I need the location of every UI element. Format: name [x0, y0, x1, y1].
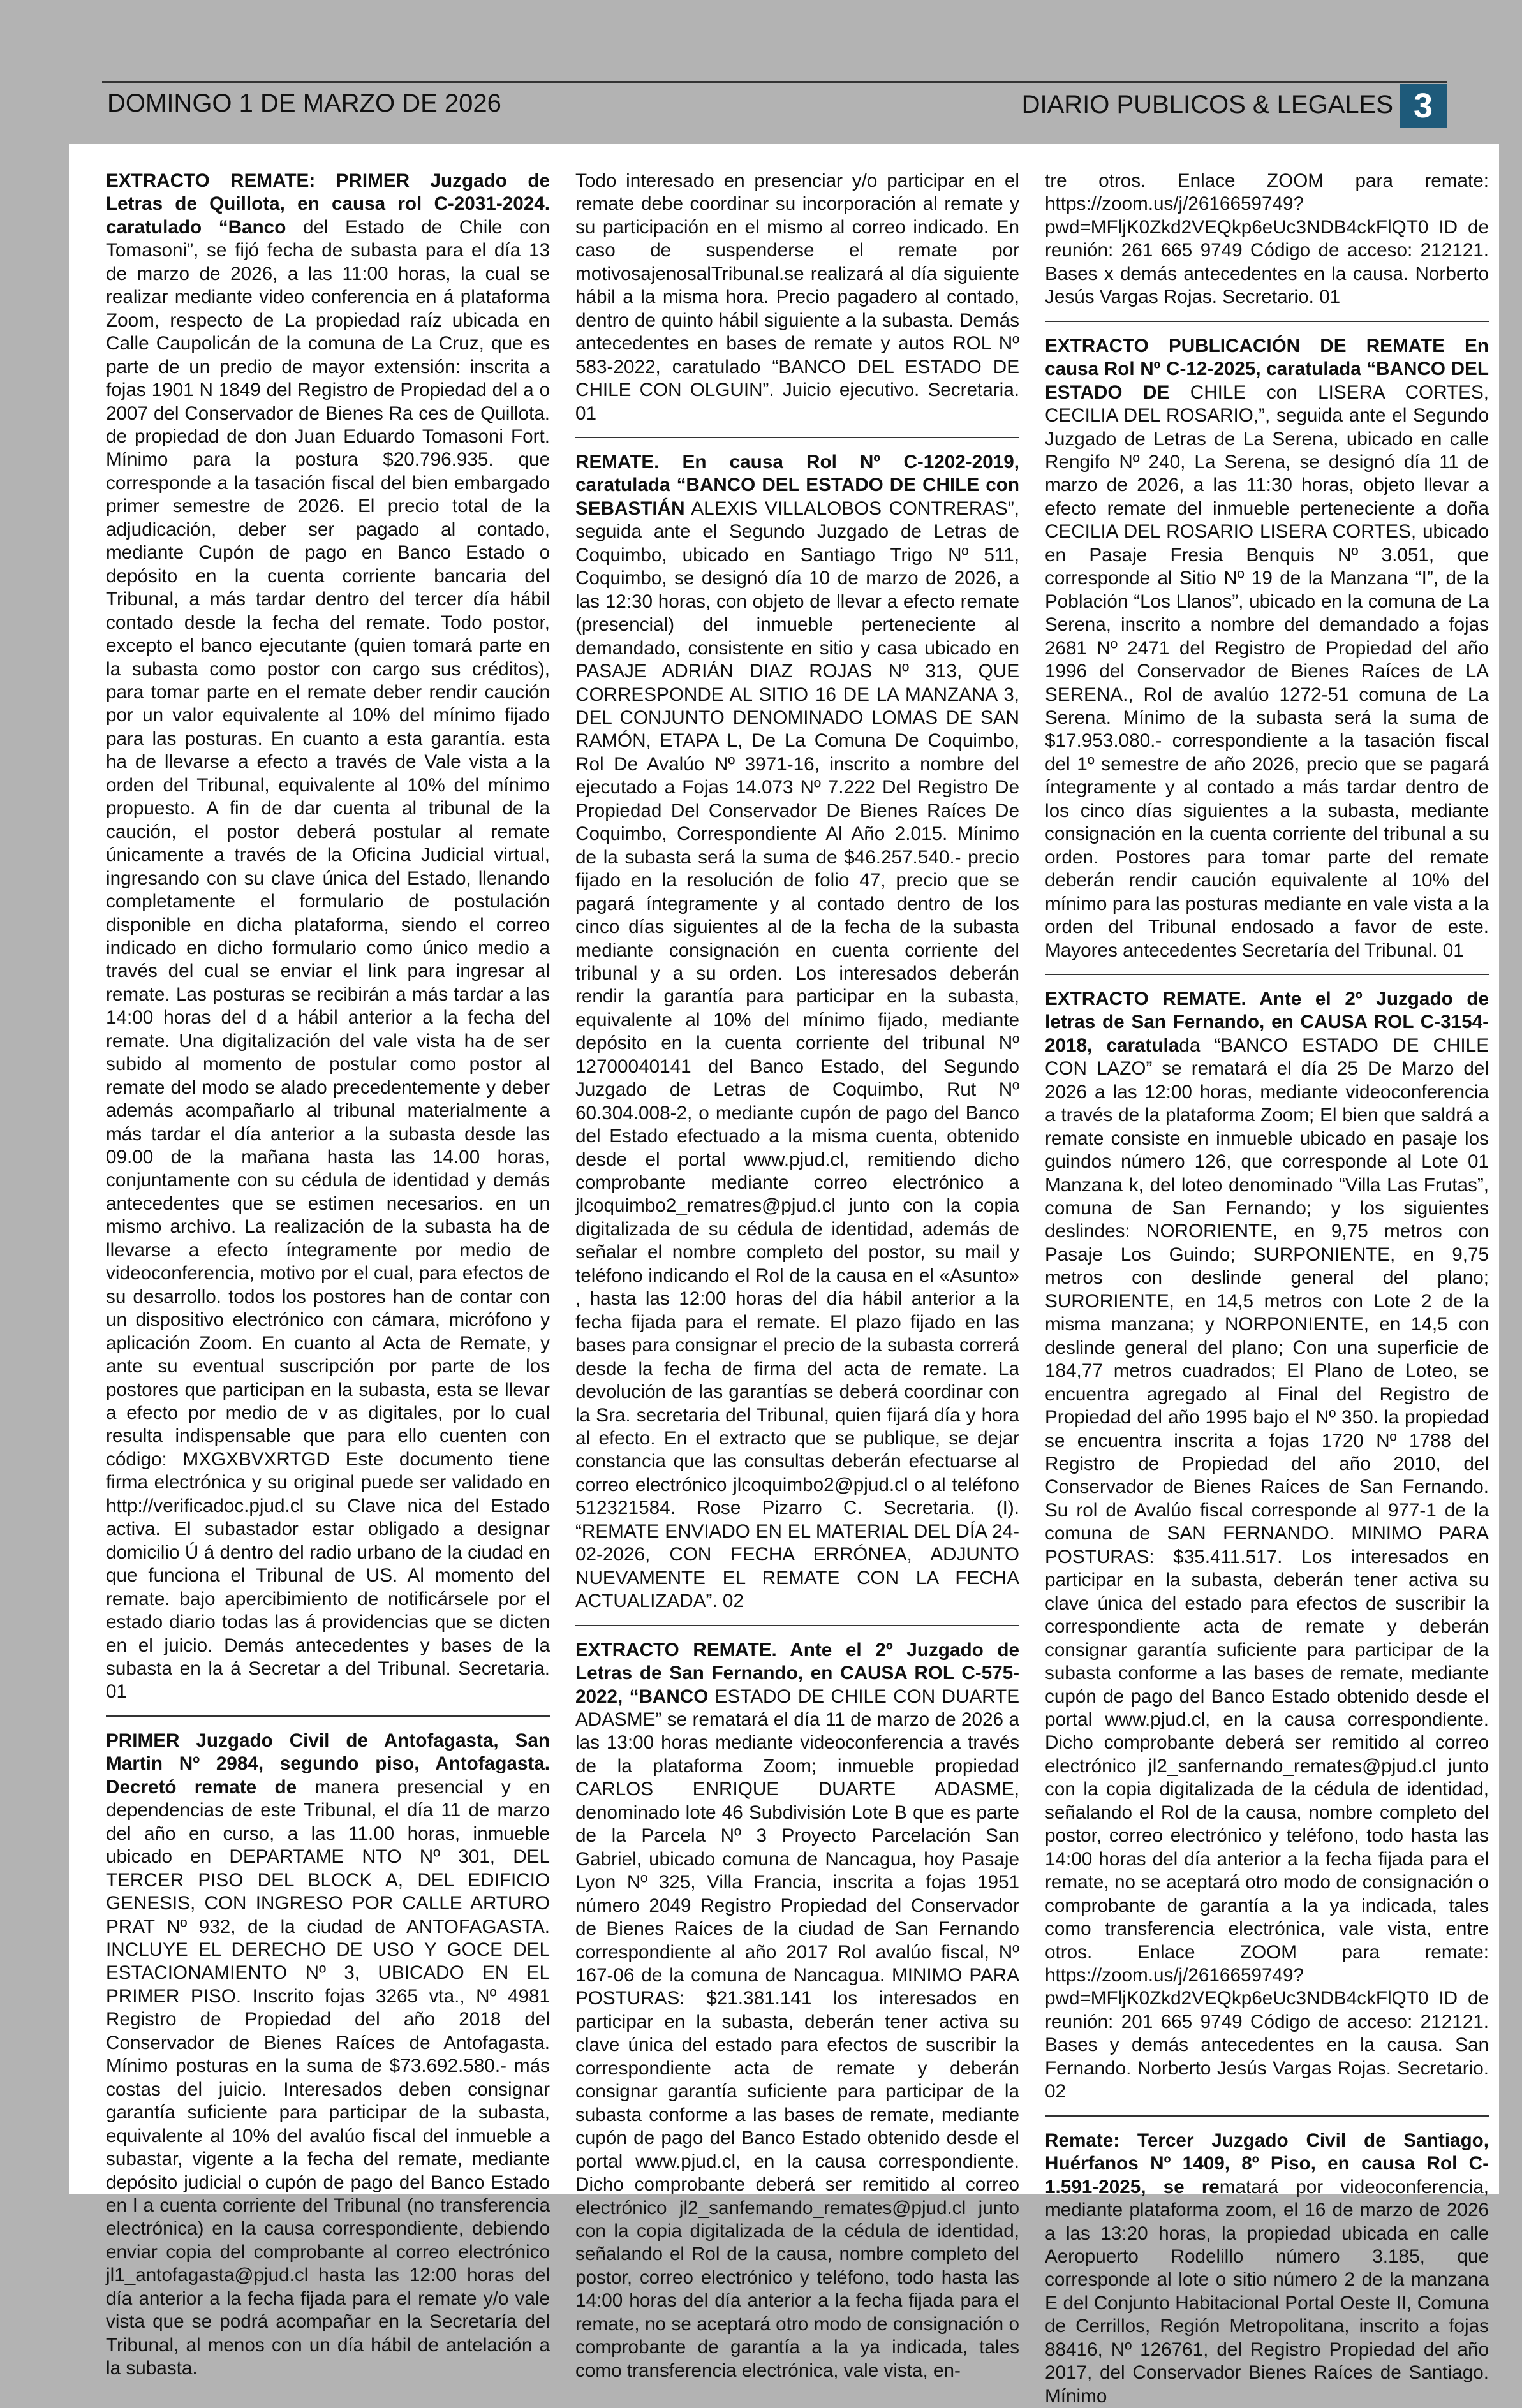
notice-body: manera presencial y en dependencias de este Tribunal, el día 11 de marzo del año en curso, a las 11.00 horas, inmueble ubicado en DEPARTAME NTO Nº 301, DEL TERCER PISO DEL BLOCK A, DEL EDIFICIO GENESIS, CON INGRESO POR CALLE ARTURO PRAT Nº 932, de la ciudad de ANTOFAGASTA. INCLUYE EL DERECHO DE USO Y GOCE DEL ESTACIONAMIENTO Nº 3, UBICADO EN EL PRIMER PISO. Inscrito fojas 3265 vta., Nº 4981 Registro de Propiedad del año 2018 del Conservador de Bienes Raíces de Antofagasta. Mínimo posturas en la suma de $73.692.580.- más costas del juicio. Interesados deben consignar garantía suficiente para participar de la subasta, equivalente al 10% del avalúo fiscal del inmueble a subastar, vigente a la fecha del remate, mediante depósito judicial o cupón de pago del Banco Estado en l a cuenta corriente del Tribunal (no transferencia electrónica) en la causa correspondiente, debiendo enviar copia del comprobante al correo electrónico jl1_antofagasta@pjud.cl hasta las 12:00 horas del día anterior a la fecha fijada para el remate y/o vale vista que se podrá acompañar en la Secretaría del Tribunal, al menos con un día hábil de antelación a la subasta. [106, 1776, 550, 2379]
notice-body: matará por videoconferencia, mediante plataforma zoom, el 16 de marzo de 2026 a las 13:20 horas, la propiedad ubicada en calle Aeropuerto Rodelillo número 3.185, que corresponde al lote o sitio número 2 de la manzana E del Conjunto Habitacional Portal Oeste II, Comuna de Cerrillos, Región Metropolitana, inscrito a fojas 88416, Nº 126761, del Registro Propiedad del año 2017, del Conservador Bienes Raíces de Santiago. Mínimo [1045, 2176, 1489, 2407]
notice-divider [575, 437, 1019, 438]
notice-body: CHILE con LISERA CORTES, CECILIA DEL ROSARIO,”, seguida ante el Segundo Juzgado de Letras de La Serena, ubicado en calle Rengifo Nº 240, La Serena, se designó día 11 de marzo de 2026, a las 11:30 horas, objeto llevar a efecto remate del inmueble perteneciente a doña CECILIA DEL ROSARIO LISERA CORTES, ubicado en Pasaje Fresia Benquis Nº 3.051, que corresponde al Sitio Nº 19 de la Manzana “I”, de la Población “Los Llanos”, ubicado en la comuna de La Serena, inscrito a nombre del demandado a fojas 2681 Nº 2471 del Registro de Propiedad del año 1996 del Conservador de Bienes Raíces de LA SERENA., Rol de avalúo 1272-51 comuna de La Serena. Mínimo de la subasta será la suma de $17.953.080.- correspondiente a la tasación fiscal del 1º semestre de año 2026, precio que se pagará íntegramente y al contado a más tardar dentro de los cinco días siguientes a la subasta, mediante consignación en la cuenta corriente del tribunal a su orden. Postores para tomar parte del remate deberán rendir caución equivalente al 10% del mínimo para las posturas mediante en vale vista a la orden del Tribunal endosado a favor de este. Mayores antecedentes Secretaría del Tribunal. 01 [1045, 381, 1489, 961]
column-3 [1045, 170, 1489, 2408]
notice-divider [1045, 974, 1489, 975]
notice-santiago [1045, 2129, 1489, 2408]
notice-body: ALEXIS VILLALOBOS CONTRERAS”, seguida ante el Segundo Juzgado de Letras de Coquimbo, ubicado en Santiago Trigo Nº 511, Coquimbo, se designó día 10 de marzo de 2026, a las 12:30 horas, con objeto de llevar a efecto remate (presencial) del inmueble perteneciente al demandado, consistente en sitio y casa ubicado en PASAJE ADRIÁN DIAZ ROJAS Nº 313, QUE CORRESPONDE AL SITIO 16 DE LA MANZANA 3, DEL CONJUNTO DENOMINADO LOMAS DE SAN RAMÓN, ETAPA L, De La Comuna De Coquimbo, Rol De Avalúo Nº 3971-16, inscrito a nombre del ejecutado a Fojas 14.073 Nº 7.222 Del Registro De Propiedad Del Conservador De Bienes Raíces De Coquimbo, Correspondiente Al Año 2.015. Mínimo de la subasta será la suma de $46.257.540.- precio fijado en la resolución de folio 47, precio que se pagará íntegramente y al contado dentro de los cinco días siguientes al de la fecha de la subasta mediante consignación en cuenta corriente del tribunal y a su orden. Los interesados deberán rendir la garantía para participar en la subasta, equivalente al 10% del mínimo fijado, mediante depósito en la cuenta corriente del tribunal Nº 12700040141 del Banco Estado, del Segundo Juzgado de Letras de Coquimbo, Rut Nº 60.304.008-2, o mediante cupón de pago del Banco del Estado efectuado a la misma cuenta, obtenido desde el portal www.pjud.cl, remitiendo dicho comprobante mediante correo electrónico a jlcoquimbo2_rematres@pjud.cl junto con la copia digitalizada de su cédula de identidad, además de señalar el nombre completo del postor, su mail y teléfono indicando el Rol de la causa en el «Asunto» , hasta las 12:00 horas del día hábil anterior a la fecha fijada para el remate. El plazo fijado en las bases para consignar el precio de la subasta correrá desde la fecha de firma del acta de remate. La devolución de las garantías se deberá coordinar con la Sra. secretaria del Tribunal, quien fijará día y hora al efecto. En el extracto que se publique, se dejar constancia que las consultas deberán efectuarse al correo electrónico jlcoquimbo2@pjud.cl o al teléfono 512321584. Rose Pizarro C. Secretaria. (I). “REMATE ENVIADO EN EL MATERIAL DEL DÍA 24-02-2026, CON FECHA ERRÓNEA, ADJUNTO NUEVAMENTE EL REMATE CON LA FECHA ACTUALIZADA”. 02 [575, 497, 1019, 1612]
column-1 [106, 170, 550, 2381]
notice-quillota [106, 170, 550, 1704]
notice-body: del Estado de Chile con Tomasoni”, se fijó fecha de subasta para el día 13 de marzo de 2026, a las 11:00 horas, la cual se realizar mediante video conferencia en á plataforma Zoom, respecto de La propiedad raíz ubicada en Calle Caupolicán de la comuna de La Cruz, que es parte de un predio de mayor extensión: inscrita a fojas 1901 N 1849 del Registro de Propiedad del a o 2007 del Conservador de Bienes Ra ces de Quillota. de propiedad de don Juan Eduardo Tomasoni Fort. Mínimo para la postura $20.796.935. que corresponde a la tasación fiscal del bien embargado primer semestre de 2026. El precio total de la adjudicación, deber ser pagado al contado, mediante Cupón de pago en Banco Estado o depósito en la cuenta corriente bancaria del Tribunal, a más tardar dentro del tercer día hábil contado desde la fecha del remate. Todo postor, excepto el banco ejecutante (quien tomará parte en la subasta como postor con cargo sus créditos), para tomar parte en el remate deber rendir caución por un valor equivalente al 10% del mínimo fijado para las posturas. En cuanto a esta garantía. esta ha de llevarse a efecto a través de Vale vista a la orden del Tribunal, equivalente al 10% del mínimo propuesto. A fin de dar cuenta al tribunal de la caución, el postor deberá postular al remate únicamente a través de la Oficina Judicial virtual, ingresando con su clave única del Estado, llenando completamente el formulario de postulación disponible en dicha plataforma, siendo el correo indicado en dicho formulario como único medio a través del cual se enviar el link para ingresar al remate. Las posturas se recibirán a más tardar a las 14:00 horas del d a hábil anterior a la fecha del remate. Una digitalización del vale vista ha de ser subido al momento de postular como postor al remate del modo se alado precedentemente y deber además acompañarlo al tribunal materialmente a más tardar el día anterior a la subasta desde las 09.00 de la mañana hasta las 14.00 horas, conjuntamente con su cédula de identidad y demás antecedentes que se estimen necesarios. en un mismo archivo. La realización de la subasta ha de llevarse a efecto íntegramente por medio de videoconferencia, motivo por el cual, para efectos de su desarrollo. todos los postores han de contar con un dispositivo electrónico con cámara, micrófono y aplicación Zoom. En cuanto al Acta de Remate, y ante su eventual suscripción por parte de los postores que participan en la subasta, esta se llevar a efecto por medio de v as digitales, por lo cual resulta indispensable que para ello cuenten con código: MXGXBVXRTGD Este documento tiene firma electrónica y su original puede ser validado en http://verificadoc.pjud.cl su Clave nica del Estado activa. El subastador estar obligado a designar domicilio Ú á dentro del radio urbano de la ciudad en que funciona el Tribunal de US. Al momento del remate. bajo apercibimiento de notificársele por el estado diario todas las á providencias que se dicten en el juicio. Demás antecedentes y bases de la subasta en la á Secretar a del Tribunal. Secretaria. 01 [106, 216, 550, 1703]
section-title: DIARIO PUBLICOS & LEGALES [1021, 91, 1393, 119]
issue-date: DOMINGO 1 DE MARZO DE 2026 [107, 89, 501, 117]
notice-body: da “BANCO ESTADO DE CHILE CON LAZO” se rematará el día 25 De Marzo del 2026 a las 12:00 horas, mediante videoconferencia a través de la plataforma Zoom; El bien que saldrá a remate consiste en inmueble ubicado en pasaje los guindos número 126, que corresponde al Lote 01 Manzana k, del loteo denominado “Villa Las Frutas”, comuna de San Fernando; y los siguientes deslindes: NORORIENTE, en 9,75 metros con Pasaje Los Guindo; SURPONIENTE, en 9,75 metros con deslinde general del plano; SURORIENTE, en 14,5 metros con Lote 2 de la misma manzana; y NORPONIENTE, en 14,5 con deslinde general del plano; Con una superficie de 184,77 metros cuadrados; El Plano de Loteo, se encuentra agregado al Final del Registro de Propiedad del año 1995 bajo el Nº 350. la propiedad se encuentra inscrita a fojas 1720 Nº 1788 del Registro de Propiedad del año 2010, del Conservador de Bienes Raíces de San Fernando. Su rol de Avalúo fiscal corresponde al 977-1 de la comuna de SAN FERNANDO. MINIMO PARA POSTURAS: $35.411.517. Los interesados en participar en la subasta, deberán tener activa su clave única del estado para efectos de suscribir la correspondiente acta de remate y deberán consignar garantía suficiente para participar de la subasta conforme a las bases de remate, mediante cupón de pago del Banco Estado obtenido desde el portal www.pjud.cl, en la causa correspondiente. Dicho comprobante deberá ser remitido al correo electrónico jl2_sanfernando_remates@pjud.cl junto con la copia digitalizada de la cédula de identidad, señalando el Rol de la causa, nombre completo del postor, correo electrónico y teléfono, todo hasta las 14:00 horas del día anterior a la fecha fijada para el remate, no se aceptará otro modo de consignación o comprobante de garantía a la ya indicada, tales como transferencia electrónica, vale vista, entre otros. Enlace ZOOM para remate: https://zoom.us/j/2616659749?pwd=MFljK0Zkd2VEQkp6eUc3NDB4ckFlQT0 ID de reunión: 201 665 9749 Código de acceso: 212121. Bases y demás antecedentes en la causa. San Fernando. Norberto Jesús Vargas Rojas. Secretario. 02 [1045, 1034, 1489, 2103]
notice-antofagasta [106, 1729, 550, 2381]
notice-heading: Remate: Tercer Juzgado Civil de Santiago, Huérfanos Nº 1409, 8º Piso, en causa Rol C-1.591-2025, se re [1045, 2129, 1489, 2198]
page-content [69, 144, 1499, 2407]
page-number-badge: 3 [1400, 84, 1447, 128]
notice-heading: REMATE. En causa Rol Nº C-1202-2019, caratulada “BANCO DEL ESTADO DE CHILE con SEBASTIÁN [575, 451, 1019, 519]
notice-heading: EXTRACTO REMATE. Ante el 2º Juzgado de Letras de San Fernando, en CAUSA ROL C-575-2022, “BANCO [575, 1639, 1019, 1707]
notice-san-fernando-1 [575, 1639, 1019, 2383]
notice-body: ESTADO DE CHILE CON DUARTE ADASME” se rematará el día 11 de marzo de 2026 a las 13:00 horas mediante videoconferencia a través de la plataforma Zoom; inmueble propiedad CARLOS ENRIQUE DUARTE ADASME, denominado lote 46 Subdivisión Lote B que es parte de la Parcela Nº 3 Proyecto Parcelación San Gabriel, ubicado comuna de Nancagua, hoy Pasaje Lyon Nº 325, Villa Francia, inscrita a fojas 1951 número 2049 Registro Propiedad del Conservador de Bienes Raíces de la ciudad de San Fernando correspondiente al año 2017 Rol avalúo fiscal, Nº 167-06 de la comuna de Nancagua. MINIMO PARA POSTURAS: $21.381.141 los interesados en participar en la subasta, deberán tener activa su clave única del estado para efectos de suscribir la correspondiente acta de remate y deberán consignar garantía suficiente para participar de la subasta conforme a las bases de remate, mediante cupón de pago del Banco Estado obtenido desde el portal www.pjud.cl, en la causa correspondiente. Dicho comprobante deberá ser remitido al correo electrónico jl2_sanfemando_remates@pjud.cl junto con la copia digitalizada de la cédula de identidad, señalando el Rol de la causa, nombre completo del postor, correo electrónico y teléfono, todo hasta las 14:00 horas del día anterior a la fecha fijada para el remate, no se aceptará otro modo de consignación o comprobante de garantía a la ya indicada, tales como transferencia electrónica, vale vista, en- [575, 1685, 1020, 2381]
notice-antofagasta-continued: Todo interesado en presenciar y/o participar en el remate debe coordinar su incorporación al remate y su participación en el mismo al correo indicado. En caso de suspenderse el remate por motivosajenosalTribunal.se realizará al día siguiente hábil a la misma hora. Precio pagadero al contado, dentro de quinto hábil siguiente a la subasta. Demás antecedentes en bases de remate y autos ROL Nº 583-2022, caratulado “BANCO DEL ESTADO DE CHILE CON OLGUIN”. Juicio ejecutivo. Secretaria. 01 [575, 170, 1019, 424]
notice-divider [575, 1625, 1019, 1626]
notice-la-serena [1045, 335, 1489, 962]
notice-heading: PRIMER Juzgado Civil de Antofagasta, San Martin Nº 2984, segundo piso, Antofagasta. Decretó remate de [106, 1729, 550, 1798]
notice-divider [106, 1715, 550, 1717]
notice-heading: EXTRACTO REMATE: PRIMER Juzgado de Letras de Quillota, en causa rol C-2031-2024. caratulado “Banco [106, 170, 550, 238]
page-header [102, 81, 1447, 126]
notice-divider [1045, 2115, 1489, 2117]
notice-san-fernando-2 [1045, 988, 1489, 2104]
notice-coquimbo [575, 451, 1019, 1613]
notice-heading: EXTRACTO REMATE. Ante el 2º Juzgado de letras de San Fernando, en CAUSA ROL C-3154-2018, caratula [1045, 988, 1489, 1056]
notice-heading: EXTRACTO PUBLICACIÓN DE REMATE En causa Rol Nº C-12-2025, caratulada “BANCO DEL ESTADO DE [1045, 335, 1489, 403]
notice-divider [1045, 321, 1489, 322]
column-2 [575, 170, 1019, 2382]
notice-san-fernando-1-continued: tre otros. Enlace ZOOM para remate: https://zoom.us/j/2616659749?pwd=MFljK0Zkd2VEQkp6eUc3NDB4ckFlQT0 ID de reunión: 261 665 9749 Código de acceso: 212121. Bases x demás antecedentes en la causa. Norberto Jesús Vargas Rojas. Secretario. 01 [1045, 170, 1489, 308]
